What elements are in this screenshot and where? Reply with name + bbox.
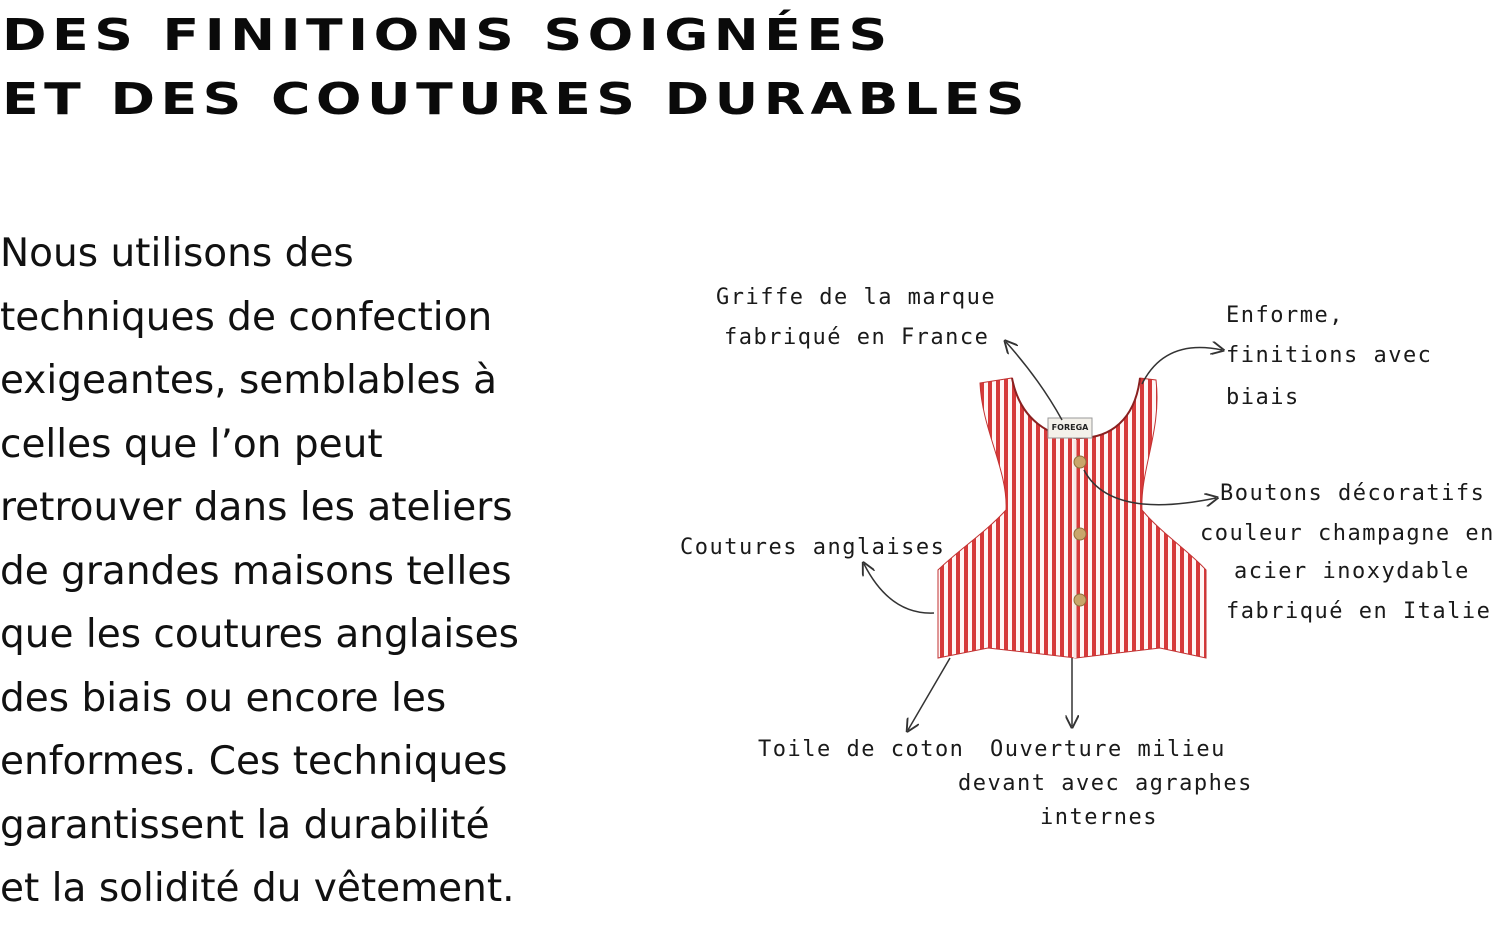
annotation-boutons-3: acier inoxydable — [1234, 559, 1470, 584]
arrow-enforme — [1142, 348, 1222, 384]
heading-line-2: ET DES COUTURES DURABLES — [2, 74, 1030, 125]
annotation-enforme-1: Enforme, — [1226, 303, 1344, 328]
body-line: enformes. Ces techniques — [0, 739, 508, 784]
annotation-ouverture-1: Ouverture milieu — [990, 737, 1226, 762]
body-line: que les coutures anglaises — [0, 612, 519, 657]
body-line: des biais ou encore les — [0, 675, 447, 721]
page-heading — [2, 4, 1030, 132]
body-line: et la solidité du vêtement. — [0, 866, 515, 911]
garment-figure — [620, 270, 1500, 830]
annotation-ouverture-3: internes — [1040, 805, 1158, 830]
arrow-coutures — [864, 564, 934, 613]
body-line: garantissent la durabilité — [0, 802, 490, 848]
body-paragraph — [0, 222, 600, 921]
body-line: techniques de confection — [0, 294, 493, 340]
body-line: retrouver dans les ateliers — [0, 485, 513, 530]
button-icon — [1074, 528, 1086, 540]
annotation-griffe-1: Griffe de la marque — [716, 285, 997, 310]
annotation-ouverture-2: devant avec agraphes — [958, 771, 1253, 796]
button-icon — [1074, 594, 1086, 606]
annotation-toile: Toile de coton — [758, 737, 965, 762]
brand-label-text: FOREGA — [1051, 423, 1089, 432]
body-line: exigeantes, semblables à — [0, 358, 497, 403]
body-line: Nous utilisons des — [0, 231, 354, 276]
annotation-griffe-2: fabriqué en France — [724, 325, 990, 350]
heading-line-1: DES FINITIONS SOIGNÉES — [2, 10, 893, 61]
annotation-enforme-2: finitions avec — [1226, 343, 1433, 368]
body-line: de grandes maisons telles — [0, 548, 512, 594]
annotation-boutons-2: couleur champagne en — [1200, 521, 1495, 546]
button-icon — [1074, 456, 1086, 468]
annotation-boutons-4: fabriqué en Italie — [1226, 599, 1492, 624]
annotation-boutons-1: Boutons décoratifs — [1220, 481, 1486, 506]
body-line: celles que l’on peut — [0, 421, 383, 467]
arrow-toile — [908, 658, 950, 730]
annotation-coutures: Coutures anglaises — [680, 535, 946, 560]
garment-illustration — [620, 270, 1500, 830]
annotation-enforme-3: biais — [1226, 385, 1300, 410]
